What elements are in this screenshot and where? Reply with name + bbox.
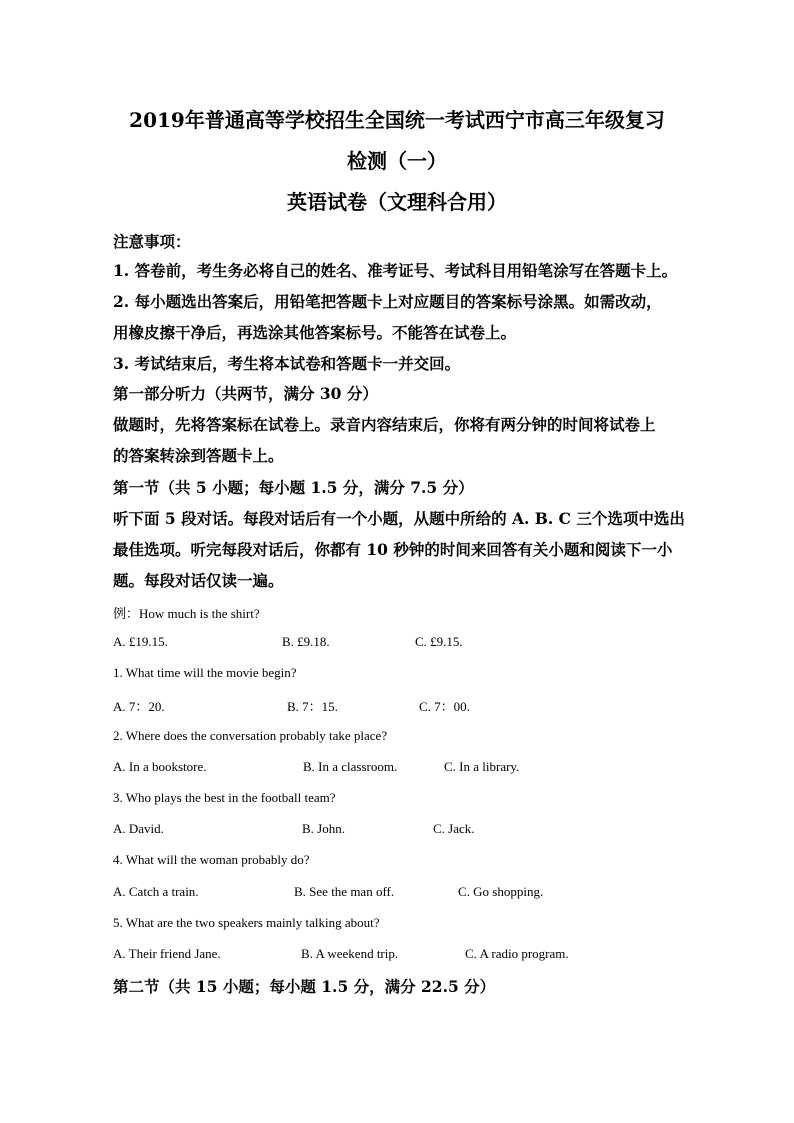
example-option-b: B. £9.18. [282, 634, 330, 649]
question-3-option-b: B. John. [302, 821, 345, 836]
section1-instructions-line-1: 听下面 5 段对话。每段对话后有一个小题，从题中所给的 A. B. C 三个选项中选出 [113, 509, 685, 528]
example-question: 例：How much is the shirt? [113, 606, 260, 621]
notes-item-2-line-2: 用橡皮擦干净后，再选涂其他答案标号。不能答在试卷上。 [113, 323, 517, 342]
question-2-option-a: A. In a bookstore. [113, 759, 207, 774]
section1-heading: 第一节（共 5 小题；每小题 1.5 分，满分 7.5 分） [113, 478, 474, 497]
question-1: 1. What time will the movie begin? [113, 665, 297, 680]
question-2-option-c: C. In a library. [444, 759, 520, 774]
part1-instructions-line-2: 的答案转涂到答题卡上。 [113, 446, 284, 465]
question-1-option-c: C. 7：00. [419, 699, 470, 714]
question-5-option-b: B. A weekend trip. [301, 946, 399, 961]
notes-item-1: 1. 答卷前，考生务必将自己的姓名、准考证号、考试科目用铅笔涂写在答题卡上。 [113, 261, 678, 280]
part1-instructions-line-1: 做题时，先将答案标在试卷上。录音内容结束后，你将有两分钟的时间将试卷上 [113, 415, 656, 434]
exam-title-line1: 2019年普通高等学校招生全国统一考试西宁市高三年级复习 [129, 108, 665, 132]
question-5-option-c: C. A radio program. [465, 946, 569, 961]
question-1-option-b: B. 7：15. [287, 699, 338, 714]
section1-instructions-line-3: 题。每段对话仅读一遍。 [113, 571, 284, 590]
exam-subtitle: 英语试卷（文理科合用） [287, 190, 507, 214]
exam-title-line2: 检测（一） [347, 149, 447, 173]
notes-item-3: 3. 考试结束后，考生将本试卷和答题卡一并交回。 [113, 354, 461, 373]
notes-heading: 注意事项： [113, 232, 191, 251]
notes-item-2-line-1: 2. 每小题选出答案后，用铅笔把答题卡上对应题目的答案标号涂黑。如需改动， [113, 292, 662, 311]
example-option-c: C. £9.15. [415, 634, 463, 649]
question-1-option-a: A. 7：20. [113, 699, 165, 714]
question-3: 3. Who plays the best in the football team? [113, 790, 336, 805]
question-3-option-a: A. David. [113, 821, 164, 836]
question-2: 2. Where does the conversation probably take place? [113, 728, 388, 743]
question-4-option-c: C. Go shopping. [458, 884, 544, 899]
section1-instructions-line-2: 最佳选项。听完每段对话后，你都有 10 秒钟的时间来回答有关小题和阅读下一小 [113, 540, 673, 559]
question-4-option-a: A. Catch a train. [113, 884, 199, 899]
question-2-option-b: B. In a classroom. [303, 759, 398, 774]
question-4-option-b: B. See the man off. [294, 884, 395, 899]
question-3-option-c: C. Jack. [433, 821, 475, 836]
question-5-option-a: A. Their friend Jane. [113, 946, 221, 961]
example-option-a: A. £19.15. [113, 634, 168, 649]
question-5: 5. What are the two speakers mainly talking about? [113, 915, 380, 930]
question-4: 4. What will the woman probably do? [113, 852, 310, 867]
part1-heading: 第一部分听力（共两节，满分 30 分） [113, 384, 378, 403]
section2-heading: 第二节（共 15 小题；每小题 1.5 分，满分 22.5 分） [113, 977, 496, 996]
